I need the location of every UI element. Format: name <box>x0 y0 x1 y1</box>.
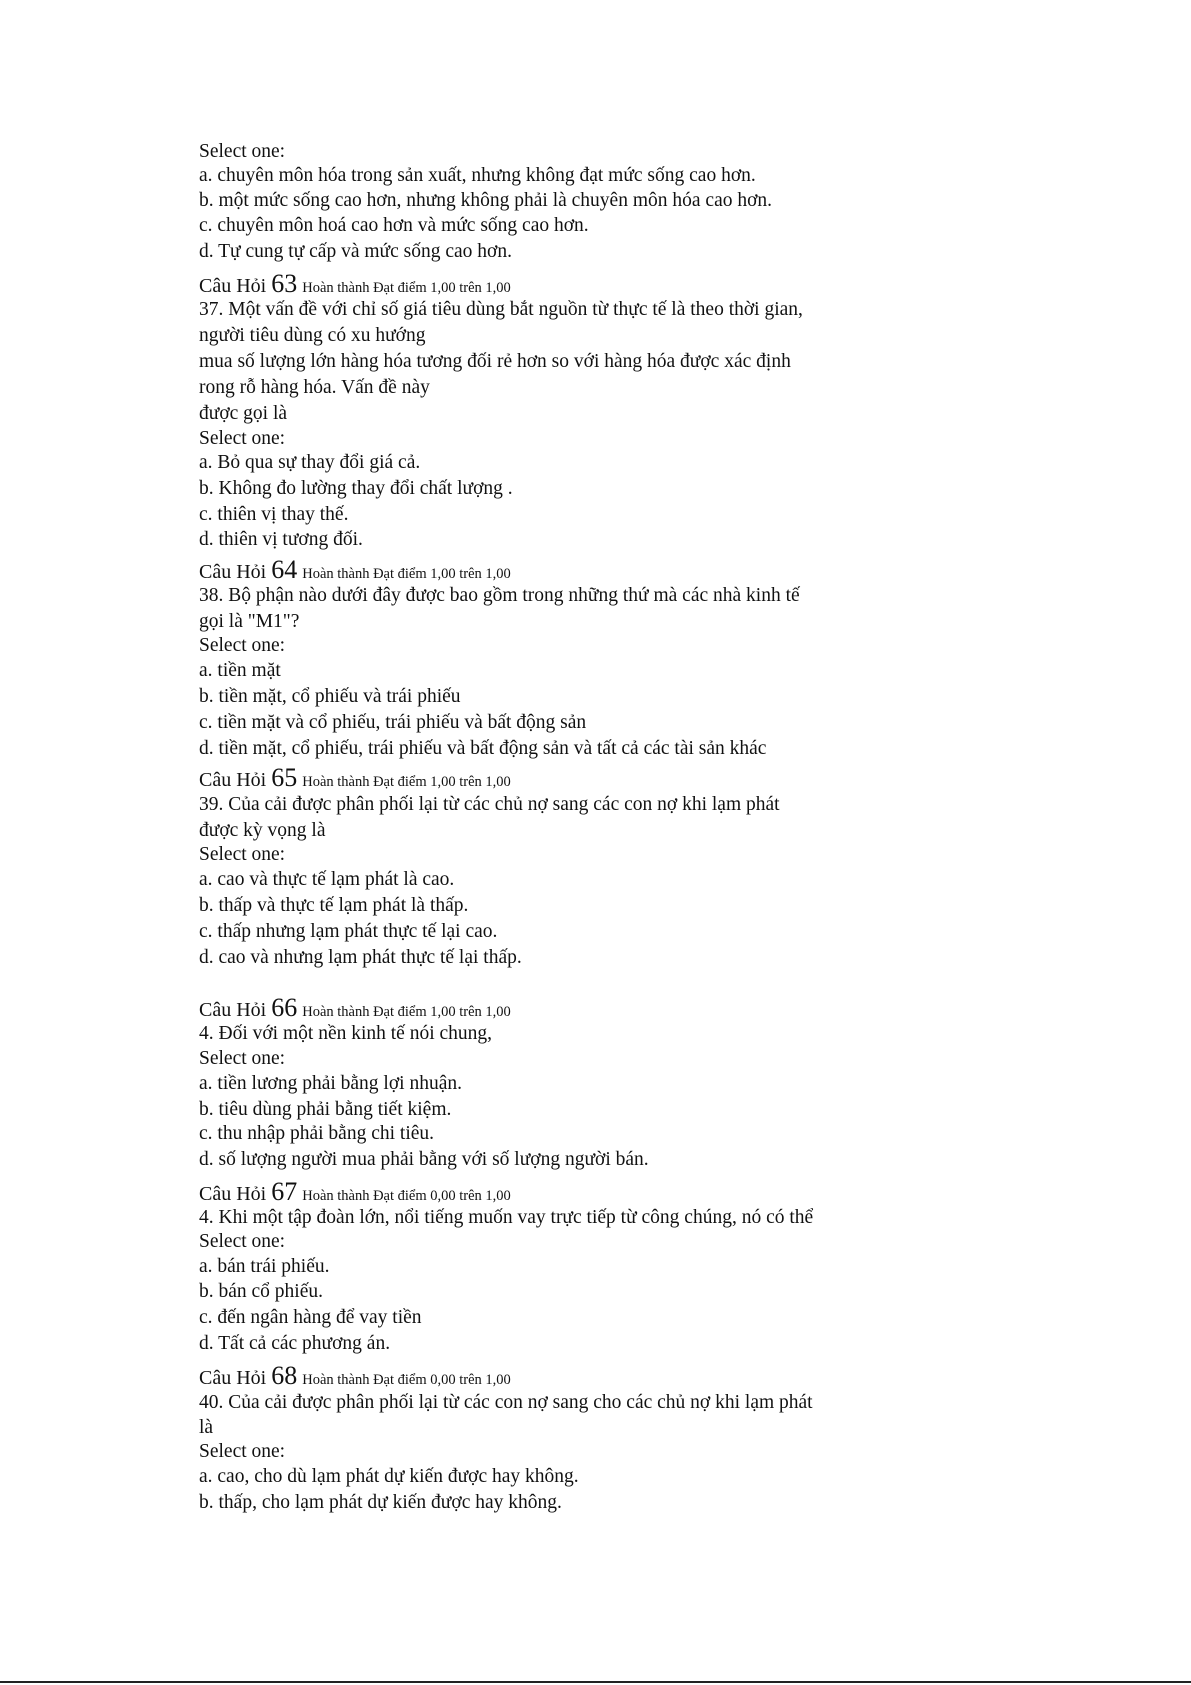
option-b[interactable]: b. tiêu dùng phải bằng tiết kiệm. <box>199 1099 452 1120</box>
option-b[interactable]: b. thấp và thực tế lạm phát là thấp. <box>199 895 469 916</box>
question-text: 4. Đối với một nền kinh tế nói chung, <box>199 1023 493 1044</box>
question-header-63 <box>199 269 511 300</box>
question-text: được kỳ vọng là <box>199 820 326 841</box>
option-d[interactable]: d. tiền mặt, cổ phiếu, trái phiếu và bất động sản và tất cả các tài sản khác <box>199 738 767 759</box>
question-number: 68 <box>271 1361 298 1390</box>
question-label: Câu Hỏi <box>199 275 267 297</box>
question-number: 63 <box>271 269 298 298</box>
option-d[interactable]: d. cao và nhưng lạm phát thực tế lại thấp. <box>199 947 522 968</box>
option-c[interactable]: c. chuyên môn hoá cao hơn và mức sống cao hơn. <box>199 215 589 236</box>
question-header-64 <box>199 555 511 586</box>
option-b[interactable]: b. thấp, cho lạm phát dự kiến được hay không. <box>199 1492 562 1513</box>
question-number: 67 <box>271 1177 298 1206</box>
question-text: gọi là "M1"? <box>199 611 300 632</box>
option-c[interactable]: c. đến ngân hàng để vay tiền <box>199 1307 422 1328</box>
option-a[interactable]: a. Bỏ qua sự thay đổi giá cả. <box>199 452 421 473</box>
question-text: 39. Của cải được phân phối lại từ các chủ nợ sang các con nợ khi lạm phát <box>199 794 780 815</box>
option-c[interactable]: c. tiền mặt và cổ phiếu, trái phiếu và bất động sản <box>199 712 587 733</box>
question-status: Hoàn thành Đạt điểm 1,00 trên 1,00 <box>302 566 511 582</box>
question-number: 64 <box>271 555 298 584</box>
question-text: 40. Của cải được phân phối lại từ các con nợ sang cho các chủ nợ khi lạm phát <box>199 1392 813 1413</box>
option-d[interactable]: d. Tự cung tự cấp và mức sống cao hơn. <box>199 241 512 262</box>
option-a[interactable]: a. bán trái phiếu. <box>199 1256 330 1277</box>
question-text: được gọi là <box>199 403 288 424</box>
option-b[interactable]: b. một mức sống cao hơn, nhưng không phải là chuyên môn hóa cao hơn. <box>199 190 773 211</box>
option-c[interactable]: c. thấp nhưng lạm phát thực tế lại cao. <box>199 921 498 942</box>
page-bottom-rule <box>0 1681 1191 1683</box>
select-one-label: Select one: <box>199 844 286 865</box>
question-text: 38. Bộ phận nào dưới đây được bao gồm trong những thứ mà các nhà kinh tế <box>199 585 800 606</box>
question-text: người tiêu dùng có xu hướng <box>199 325 426 346</box>
select-one-label: Select one: <box>199 1048 286 1069</box>
question-header-68 <box>199 1361 511 1392</box>
question-label: Câu Hỏi <box>199 1367 267 1389</box>
option-d[interactable]: d. thiên vị tương đối. <box>199 529 363 550</box>
select-one-label: Select one: <box>199 1231 286 1252</box>
option-b[interactable]: b. Không đo lường thay đổi chất lượng . <box>199 478 513 499</box>
option-c[interactable]: c. thiên vị thay thế. <box>199 504 349 525</box>
question-label: Câu Hỏi <box>199 769 267 791</box>
option-c[interactable]: c. thu nhập phải bằng chi tiêu. <box>199 1123 435 1144</box>
option-a[interactable]: a. chuyên môn hóa trong sản xuất, nhưng không đạt mức sống cao hơn. <box>199 165 756 186</box>
option-b[interactable]: b. tiền mặt, cổ phiếu và trái phiếu <box>199 686 461 707</box>
question-header-66 <box>199 993 511 1024</box>
option-d[interactable]: d. Tất cả các phương án. <box>199 1333 391 1354</box>
question-number: 66 <box>271 993 298 1022</box>
option-a[interactable]: a. cao, cho dù lạm phát dự kiến được hay không. <box>199 1466 579 1487</box>
option-a[interactable]: a. tiền lương phải bằng lợi nhuận. <box>199 1073 462 1094</box>
question-label: Câu Hỏi <box>199 1183 267 1205</box>
question-status: Hoàn thành Đạt điểm 0,00 trên 1,00 <box>302 1188 511 1204</box>
select-one-label: Select one: <box>199 141 286 162</box>
question-text: là <box>199 1417 214 1438</box>
question-label: Câu Hỏi <box>199 561 267 583</box>
select-one-label: Select one: <box>199 635 286 656</box>
option-a[interactable]: a. tiền mặt <box>199 660 281 681</box>
select-one-label: Select one: <box>199 1441 286 1462</box>
question-header-67 <box>199 1177 511 1208</box>
question-text: mua số lượng lớn hàng hóa tương đối rẻ hơn so với hàng hóa được xác định <box>199 351 791 372</box>
question-status: Hoàn thành Đạt điểm 0,00 trên 1,00 <box>302 1372 511 1388</box>
question-text: 4. Khi một tập đoàn lớn, nổi tiếng muốn vay trực tiếp từ công chúng, nó có thể <box>199 1207 814 1228</box>
question-text: 37. Một vấn đề với chỉ số giá tiêu dùng bắt nguồn từ thực tế là theo thời gian, <box>199 299 803 320</box>
question-label: Câu Hỏi <box>199 999 267 1021</box>
option-a[interactable]: a. cao và thực tế lạm phát là cao. <box>199 869 455 890</box>
option-b[interactable]: b. bán cổ phiếu. <box>199 1281 324 1302</box>
question-text: rong rỗ hàng hóa. Vấn đề này <box>199 377 430 398</box>
select-one-label: Select one: <box>199 428 286 449</box>
option-d[interactable]: d. số lượng người mua phải bằng với số lượng người bán. <box>199 1149 649 1170</box>
question-status: Hoàn thành Đạt điểm 1,00 trên 1,00 <box>302 1004 511 1020</box>
question-status: Hoàn thành Đạt điểm 1,00 trên 1,00 <box>302 280 511 296</box>
question-number: 65 <box>271 763 298 792</box>
question-header-65 <box>199 763 511 794</box>
question-status: Hoàn thành Đạt điểm 1,00 trên 1,00 <box>302 774 511 790</box>
